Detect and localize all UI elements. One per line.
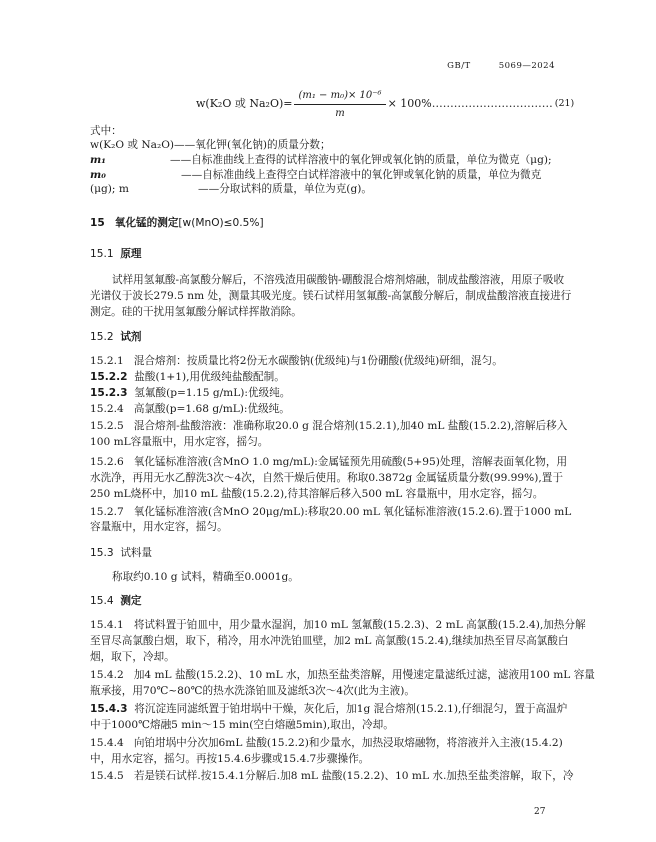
formula-denominator: m [335,108,345,119]
step-15-4-4 [90,736,563,752]
section-number: 15.2 [90,331,114,343]
clause-text: 向铂坩埚中分次加6mL 盐酸(15.2.2)和少量水，加热浸取熔融物，将溶液并入主液(15.4.2) [133,737,563,749]
where-symbol: m₁ [90,154,106,166]
where-text: ——自标准曲线上查得的试样溶液中的氧化钾或氧化钠的质量，单位为微克（μg); [170,154,552,166]
page-number: 27 [534,807,546,817]
principle-line-2: 光谱仪于波长279.5 nm 处，测量其吸光度。镁石试样用氢氟酸-高氯酸分解后，制成盐酸溶液直接进行 [90,290,572,302]
clause-number: 15.4.1 [90,619,124,631]
where-intro: 式中： [90,125,122,137]
page-header [419,60,555,73]
reagent-15-2-6-cont: 250 mL烧杯中，加10 mL 盐酸(15.2.2),待其溶解后移入500 mL 容量瓶中，用水定容，摇匀。 [90,488,544,500]
where-text: ——分取试料的质量，单位为克(g)。 [198,183,372,195]
reagent-15-2-7-cont: 容量瓶中，用水定容，摇匀。 [90,521,228,533]
formula-numerator: (m₁ − m₀)× 10⁻⁶ [294,88,385,105]
clause-number: 15.4.4 [90,737,124,749]
section-15-heading [90,216,264,232]
section-number: 15.1 [90,248,114,260]
clause-text: 混合熔剂：按质量比将2份无水碳酸钠(优级纯)与1份硼酸(优级纯)研细，混匀。 [133,355,503,367]
where-text: ——氧化钾(氧化钠)的质量分数； [174,139,331,151]
clause-number: 15.2.1 [90,355,124,367]
where-symbol: m₀ [90,169,106,181]
clause-text: 氢氟酸(p=1.15 g/mL):优级纯。 [134,387,291,399]
section-number: 15 [90,217,105,229]
reagent-15-2-6-cont: 水洗净，再用无水乙醇洗3次～4次，自然干燥后使用。称取0.3872g 金属锰质量分数(99.99%),置于 [90,472,563,484]
clause-text: 氧化锰标准溶液(含MnO 20μg/mL):移取20.00 mL 氧化锰标准溶液(15.2.6).置于1000 mL [133,506,572,518]
reagent-15-2-6 [90,455,567,471]
clause-text: 混合熔剂-盐酸溶液：准确称取20.0 g 混合熔剂(15.2.1),加40 mL 盐酸(15.2.2),溶解后移入 [133,420,568,432]
formula-fraction [294,88,385,121]
reagent-15-2-5 [90,419,567,435]
clause-text: 将试料置于铂皿中，用少量水湿润，加10 mL 氢氟酸(15.2.3)、2 mL 高氯酸(15.2.4),加热分解 [133,619,586,631]
principle-line-3: 测定。硅的干扰用氢氟酸分解试样挥散消除。 [90,306,302,318]
reagent-15-2-5-cont: 100 mL容量瓶中，用水定容，摇匀。 [90,436,269,448]
clause-number: 15.2.2 [90,371,128,383]
step-15-4-3-cont: 中于1000℃熔融5 min～15 min(空白熔融5min),取出，冷却。 [90,719,394,731]
section-15-3-heading [90,546,152,562]
where-symbol: (μg); m [90,183,129,195]
sample-mass-text: 称取约0.10 g 试料，精确至0.0001g。 [112,571,299,583]
section-15-2-heading [90,330,142,346]
step-15-4-1-cont: 至冒尽高氯酸白烟，取下，稍冷，用水冲洗铂皿壁，加2 mL 高氯酸(15.2.4),继续加热至冒尽高氯酸白 [90,635,569,647]
formula-dots: …………………………… [431,97,553,111]
reagent-15-2-7 [90,505,571,521]
section-title: 试剂 [120,331,142,343]
section-number: 15.3 [90,547,114,559]
principle-line-1: 试样用氢氟酸-高氯酸分解后，不溶残渣用碳酸钠-硼酸混合熔剂熔融，制成盐酸溶液，用原子吸收 [112,274,565,286]
formula-tail: × 100% [387,97,432,111]
clause-number: 15.2.4 [90,403,124,415]
step-15-4-4-cont: 中，用水定容，摇匀。再按15.4.6步骤或15.4.7步骤操作。 [90,753,370,765]
step-15-4-5 [90,769,573,785]
clause-number: 15.2.5 [90,420,124,432]
where-item [90,153,552,169]
clause-text: 高氯酸(p=1.68 g/mL):优级纯。 [133,403,290,415]
step-15-4-2 [90,668,595,684]
step-15-4-3 [90,702,567,718]
where-item [90,182,372,198]
formula-21 [196,88,574,121]
clause-number: 15.2.3 [90,387,128,399]
clause-number: 15.4.2 [90,669,124,681]
standard-code: GB/T [447,61,471,71]
reagent-15-2-3 [90,386,290,402]
step-15-4-1-cont: 烟，取下，冷却。 [90,651,175,663]
clause-number: 15.2.7 [90,506,124,518]
clause-number: 15.4.3 [90,703,128,715]
where-item [90,138,331,154]
standard-number: 5069—2024 [498,61,555,71]
clause-text: 盐酸(1+1),用优级纯盐酸配制。 [134,371,285,383]
step-15-4-2-cont: 瓶承接，用70℃~80℃的热水洗涤铂皿及滤纸3次～4次(此为主液)。 [90,685,415,697]
reagent-15-2-2 [90,370,285,386]
step-15-4-1 [90,618,586,634]
section-title: 试料量 [120,547,153,559]
clause-number: 15.2.6 [90,456,124,468]
clause-text: 若是镁石试样.按15.4.1分解后.加8 mL 盐酸(15.2.2)、10 mL 水.加热至盐类溶解，取下，冷 [133,770,574,782]
section-condition: [w(MnO)≤0.5%] [178,217,264,229]
formula-lhs: w(K₂O 或 Na₂O)= [196,97,293,111]
formula-number: (21) [554,98,575,110]
section-title: 原理 [120,248,142,260]
clause-text: 将沉淀连同滤纸置于铂坩埚中干燥，灰化后，加1g 混合熔剂(15.2.1),仔细混匀，置于高温炉 [134,703,568,715]
clause-text: 氧化锰标准溶液(含MnO 1.0 mg/mL):金属锰预先用硫酸(5+95)处理，溶解表面氧化物，用 [133,456,568,468]
section-title: 测定 [120,595,142,607]
section-title: 氧化锰的测定 [114,217,179,229]
where-text: ——自标准曲线上查得空白试样溶液中的氧化钾或氧化钠的质量，单位为微克 [181,169,542,181]
section-15-1-heading [90,247,142,263]
clause-number: 15.4.5 [90,770,124,782]
reagent-15-2-1 [90,354,503,370]
reagent-15-2-4 [90,402,290,418]
where-symbol: w(K₂O 或 Na₂O) [90,139,175,151]
section-number: 15.4 [90,595,114,607]
clause-text: 加4 mL 盐酸(15.2.2)、10 mL 水，加热至盐类溶解，用慢速定量滤纸过滤，滤液用100 mL 容量 [133,669,595,681]
section-15-4-heading [90,594,142,610]
